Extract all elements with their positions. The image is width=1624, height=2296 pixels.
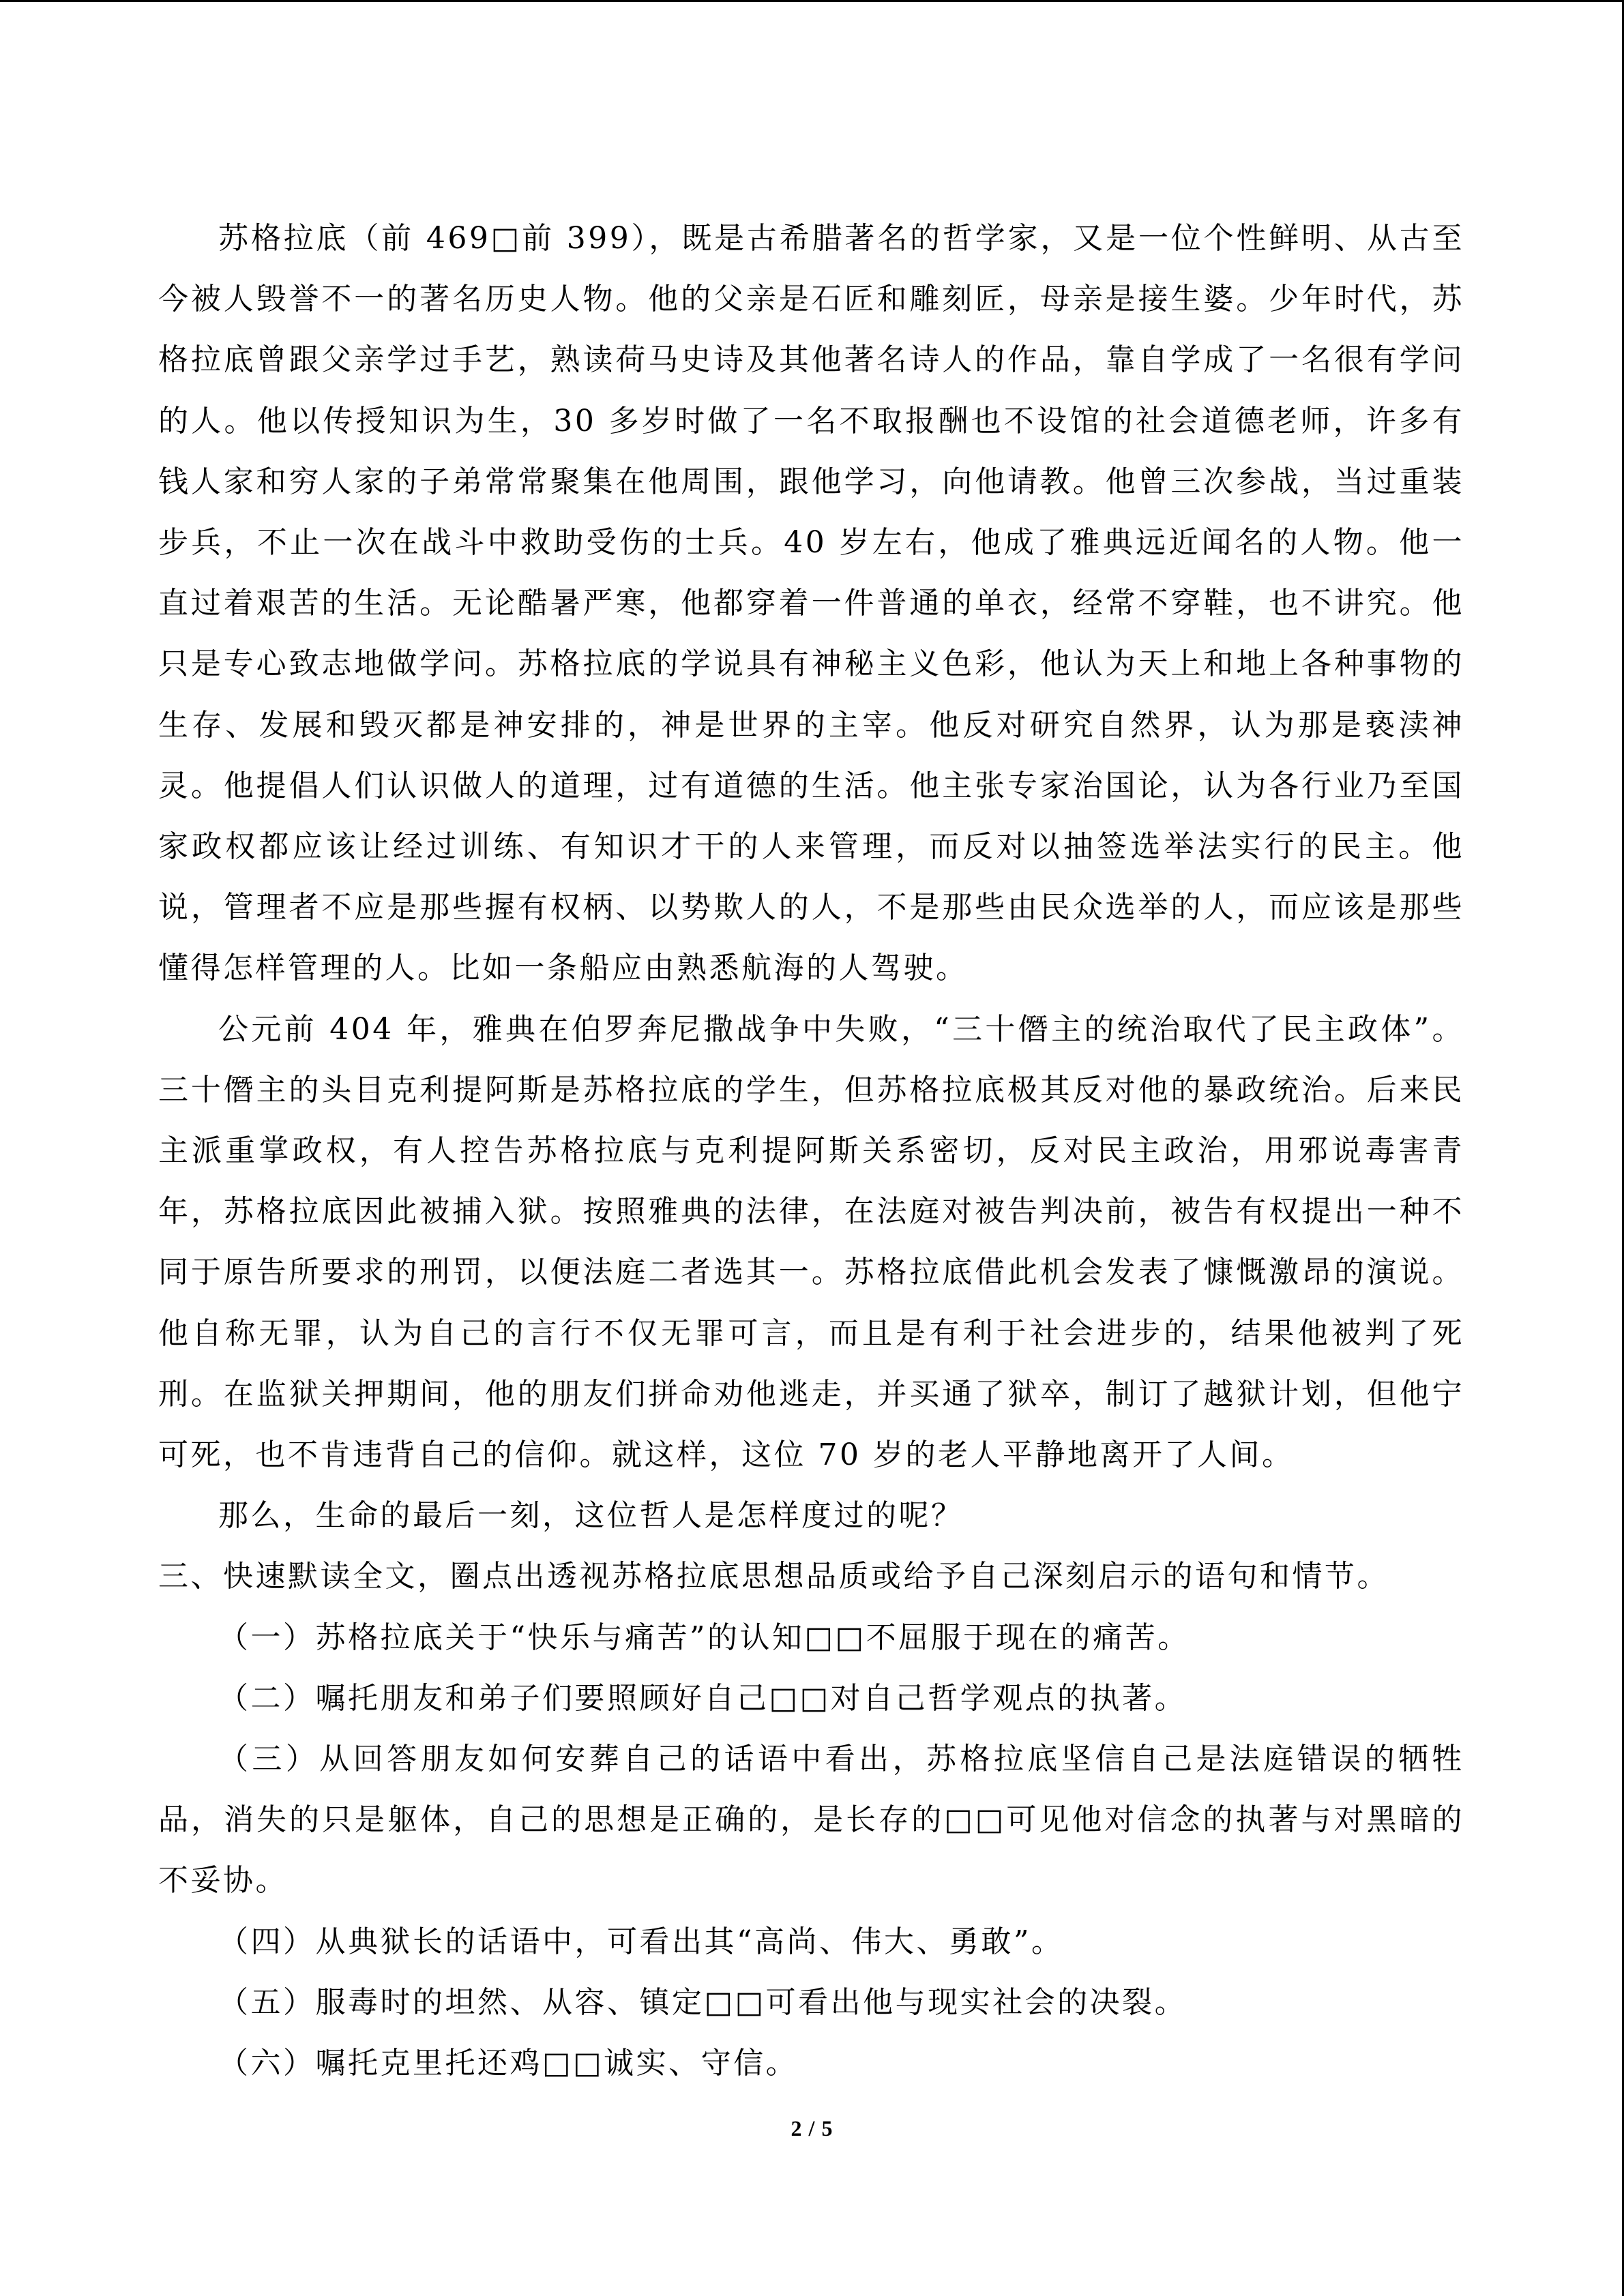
list-item-five: （五）服毒时的坦然、从容、镇定□□可看出他与现实社会的决裂。 xyxy=(218,1984,1187,2020)
paragraph-transition-question: 那么，生命的最后一刻，这位哲人是怎样度过的呢？ xyxy=(218,1498,964,1534)
list-item-six: （六）嘱托克里托还鸡□□诚实、守信。 xyxy=(218,2046,799,2081)
paragraph-socrates-trial: 公元前 404 年，雅典在伯罗奔尼撒战争中失败，“三十僭主的统治取代了民主政体”。三十僭主的头目克利提阿斯是苏格拉底的学生，但苏格拉底极其反对他的暴政统治。后来民主派重掌政权，有人控告苏格拉底与克利提阿斯关系密切，反对民主政治，用邪说毒害青年，苏格拉底因此被捕入狱。按照雅典的法律，在法庭对被告判决前，被告有权提出一种不同于原告所要求的刑罚，以便法庭二者选其一。苏格拉底借此机会发表了慷慨激昂的演说。他自称无罪，认为自己的言行不仅无罪可言，而且是有利于社会进步的，结果他被判了死刑。在监狱关押期间，他的朋友们拼命劝他逃走，并买通了狱卒，制订了越狱计划，但他宁可死，也不肯违背自己的信仰。就这样，这位 70 岁的老人平静地离开了人间。 xyxy=(158,1011,1464,1473)
section-heading-three: 三、快速默读全文，圈点出透视苏格拉底思想品质或给予自己深刻启示的语句和情节。 xyxy=(158,1559,1389,1594)
list-item-one: （一）苏格拉底关于“快乐与痛苦”的认知□□不屈服于现在的痛苦。 xyxy=(218,1620,1190,1655)
document-body xyxy=(158,208,1464,2093)
list-item-two: （二）嘱托朋友和弟子们要照顾好自己□□对自己哲学观点的执著。 xyxy=(218,1680,1187,1716)
page-number: 2 / 5 xyxy=(791,2116,833,2141)
paragraph-socrates-biography: 苏格拉底（前 469□前 399），既是古希腊著名的哲学家，又是一位个性鲜明、从古至今被人毁誉不一的著名历史人物。他的父亲是石匠和雕刻匠，母亲是接生婆。少年时代，苏格拉底曾跟父亲学过手艺，熟读荷马史诗及其他著名诗人的作品，靠自学成了一名很有学问的人。他以传授知识为生，30 多岁时做了一名不取报酬也不设馆的社会道德老师，许多有钱人家和穷人家的子弟常常聚集在他周围，跟他学习，向他请教。他曾三次参战，当过重装步兵，不止一次在战斗中救助受伤的士兵。40 岁左右，他成了雅典远近闻名的人物。他一直过着艰苦的生活。无论酷暑严寒，他都穿着一件普通的单衣，经常不穿鞋，也不讲究。他只是专心致志地做学问。苏格拉底的学说具有神秘主义色彩，他认为天上和地上各种事物的生存、发展和毁灭都是神安排的，神是世界的主宰。他反对研究自然界，认为那是亵渎神灵。他提倡人们认识做人的道理，过有道德的生活。他主张专家治国论，认为各行业乃至国家政权都应该让经过训练、有知识才干的人来管理，而反对以抽签选举法实行的民主。他说，管理者不应是那些握有权柄、以势欺人的人，不是那些由民众选举的人，而应该是那些懂得怎样管理的人。比如一条船应由熟悉航海的人驾驶。 xyxy=(158,221,1464,986)
list-item-four: （四）从典狱长的话语中，可看出其“高尚、伟大、勇敢”。 xyxy=(218,1924,1064,1959)
list-item-three: （三）从回答朋友如何安葬自己的话语中看出，苏格拉底坚信自己是法庭错误的牺牲品，消失的只是躯体，自己的思想是正确的，是长存的□□可见他对信念的执著与对黑暗的不妥协。 xyxy=(158,1742,1464,1898)
